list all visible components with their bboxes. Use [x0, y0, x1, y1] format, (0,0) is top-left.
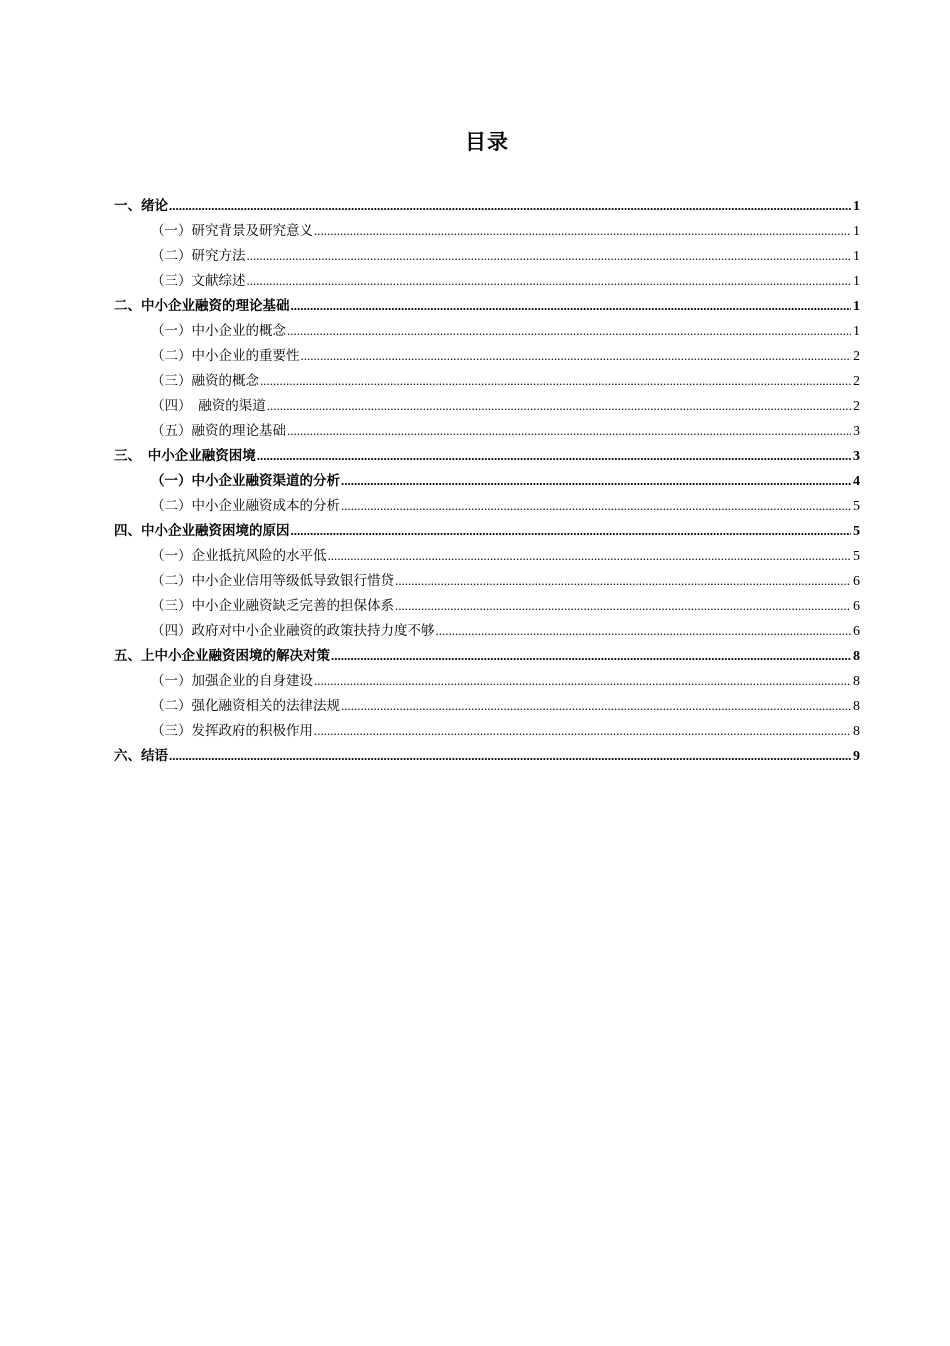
table-of-contents [114, 193, 860, 768]
toc-page-number: 3 [853, 449, 860, 464]
toc-dot-leader [395, 593, 851, 618]
toc-entry-text: （五）融资的理论基础 [151, 423, 286, 439]
toc-dot-leader [287, 318, 851, 343]
toc-page-number: 2 [853, 349, 860, 364]
toc-dot-leader [436, 618, 852, 643]
toc-page-number: 2 [853, 374, 860, 389]
toc-dot-leader [331, 643, 851, 668]
toc-entry-chapter[interactable] [114, 518, 860, 543]
toc-entry-section[interactable] [114, 668, 860, 693]
toc-entry-text: （一）加强企业的自身建设 [151, 673, 313, 689]
toc-dot-leader [314, 718, 851, 743]
toc-entry-text: （二）中小企业的重要性 [151, 348, 300, 364]
toc-page-number: 1 [853, 324, 860, 339]
toc-entry-text: （三）中小企业融资缺乏完善的担保体系 [151, 598, 394, 614]
toc-dot-leader [267, 393, 851, 418]
toc-dot-leader [314, 668, 851, 693]
toc-page-number: 1 [853, 249, 860, 264]
toc-entry-section[interactable] [114, 393, 860, 418]
toc-entry-text: （四） 融资的渠道 [151, 398, 266, 414]
toc-page-number: 2 [853, 399, 860, 414]
toc-entry-section[interactable] [114, 243, 860, 268]
toc-page-number: 8 [853, 724, 860, 739]
toc-entry-text: （二）强化融资相关的法律法规 [151, 698, 340, 714]
toc-entry-chapter[interactable] [114, 643, 860, 668]
toc-entry-section[interactable] [114, 218, 860, 243]
toc-dot-leader [247, 243, 852, 268]
toc-dot-leader [341, 693, 851, 718]
toc-entry-section[interactable] [114, 718, 860, 743]
toc-dot-leader [257, 443, 851, 468]
toc-entry-section[interactable] [114, 593, 860, 618]
toc-page-number: 3 [853, 424, 860, 439]
toc-entry-section[interactable] [114, 268, 860, 293]
toc-title: 目录 [465, 130, 509, 154]
toc-dot-leader [314, 218, 851, 243]
toc-page-number: 8 [853, 649, 860, 664]
toc-entry-section[interactable] [114, 543, 860, 568]
toc-dot-leader [260, 368, 851, 393]
toc-dot-leader [247, 268, 852, 293]
toc-entry-chapter[interactable] [114, 443, 860, 468]
toc-entry-text: 二、中小企业融资的理论基础 [114, 298, 290, 314]
toc-entry-section[interactable] [114, 568, 860, 593]
toc-dot-leader [169, 743, 851, 768]
toc-dot-leader [341, 493, 851, 518]
toc-page-number: 5 [853, 499, 860, 514]
toc-dot-leader [291, 518, 852, 543]
toc-dot-leader [328, 543, 852, 568]
toc-entry-text: （二）研究方法 [151, 248, 246, 264]
toc-entry-text: （一）中小企业融资渠道的分析 [151, 473, 340, 489]
toc-page-number: 1 [853, 274, 860, 289]
toc-page-number: 4 [853, 474, 860, 489]
toc-entry-section[interactable] [114, 318, 860, 343]
toc-page-number: 9 [853, 749, 860, 764]
toc-entry-section[interactable] [114, 618, 860, 643]
toc-entry-text: 六、结语 [114, 748, 168, 764]
toc-entry-text: 三、 中小企业融资困境 [114, 448, 256, 464]
toc-dot-leader [301, 343, 852, 368]
toc-page-number: 5 [853, 549, 860, 564]
toc-dot-leader [341, 468, 851, 493]
toc-page-number: 6 [853, 624, 860, 639]
toc-entry-text: 四、中小企业融资困境的原因 [114, 523, 290, 539]
toc-entry-text: （二）中小企业信用等级低导致银行惜贷 [151, 573, 394, 589]
toc-page-number: 5 [853, 524, 860, 539]
toc-entry-text: （三）文献综述 [151, 273, 246, 289]
toc-entry-section[interactable] [114, 368, 860, 393]
toc-entry-text: 五、上中小企业融资困境的解决对策 [114, 648, 330, 664]
toc-page-number: 1 [853, 299, 860, 314]
toc-entry-text: （一）企业抵抗风险的水平低 [151, 548, 327, 564]
toc-dot-leader [287, 418, 851, 443]
toc-entry-section[interactable] [114, 693, 860, 718]
toc-entry-text: （三）发挥政府的积极作用 [151, 723, 313, 739]
toc-entry-section[interactable] [114, 468, 860, 493]
toc-entry-text: （三）融资的概念 [151, 373, 259, 389]
toc-page-number: 1 [853, 199, 860, 214]
toc-page-number: 8 [853, 674, 860, 689]
toc-entry-chapter[interactable] [114, 293, 860, 318]
toc-entry-text: （一）中小企业的概念 [151, 323, 286, 339]
toc-page-number: 6 [853, 574, 860, 589]
toc-dot-leader [395, 568, 851, 593]
toc-entry-text: 一、绪论 [114, 198, 168, 214]
toc-dot-leader [291, 293, 852, 318]
toc-entry-chapter[interactable] [114, 193, 860, 218]
toc-entry-section[interactable] [114, 493, 860, 518]
toc-page-number: 8 [853, 699, 860, 714]
toc-entry-section[interactable] [114, 343, 860, 368]
toc-entry-chapter[interactable] [114, 743, 860, 768]
toc-page-number: 6 [853, 599, 860, 614]
toc-entry-text: （一）研究背景及研究意义 [151, 223, 313, 239]
toc-entry-text: （四）政府对中小企业融资的政策扶持力度不够 [151, 623, 435, 639]
toc-entry-text: （二）中小企业融资成本的分析 [151, 498, 340, 514]
toc-dot-leader [169, 193, 851, 218]
toc-entry-section[interactable] [114, 418, 860, 443]
toc-page-number: 1 [853, 224, 860, 239]
